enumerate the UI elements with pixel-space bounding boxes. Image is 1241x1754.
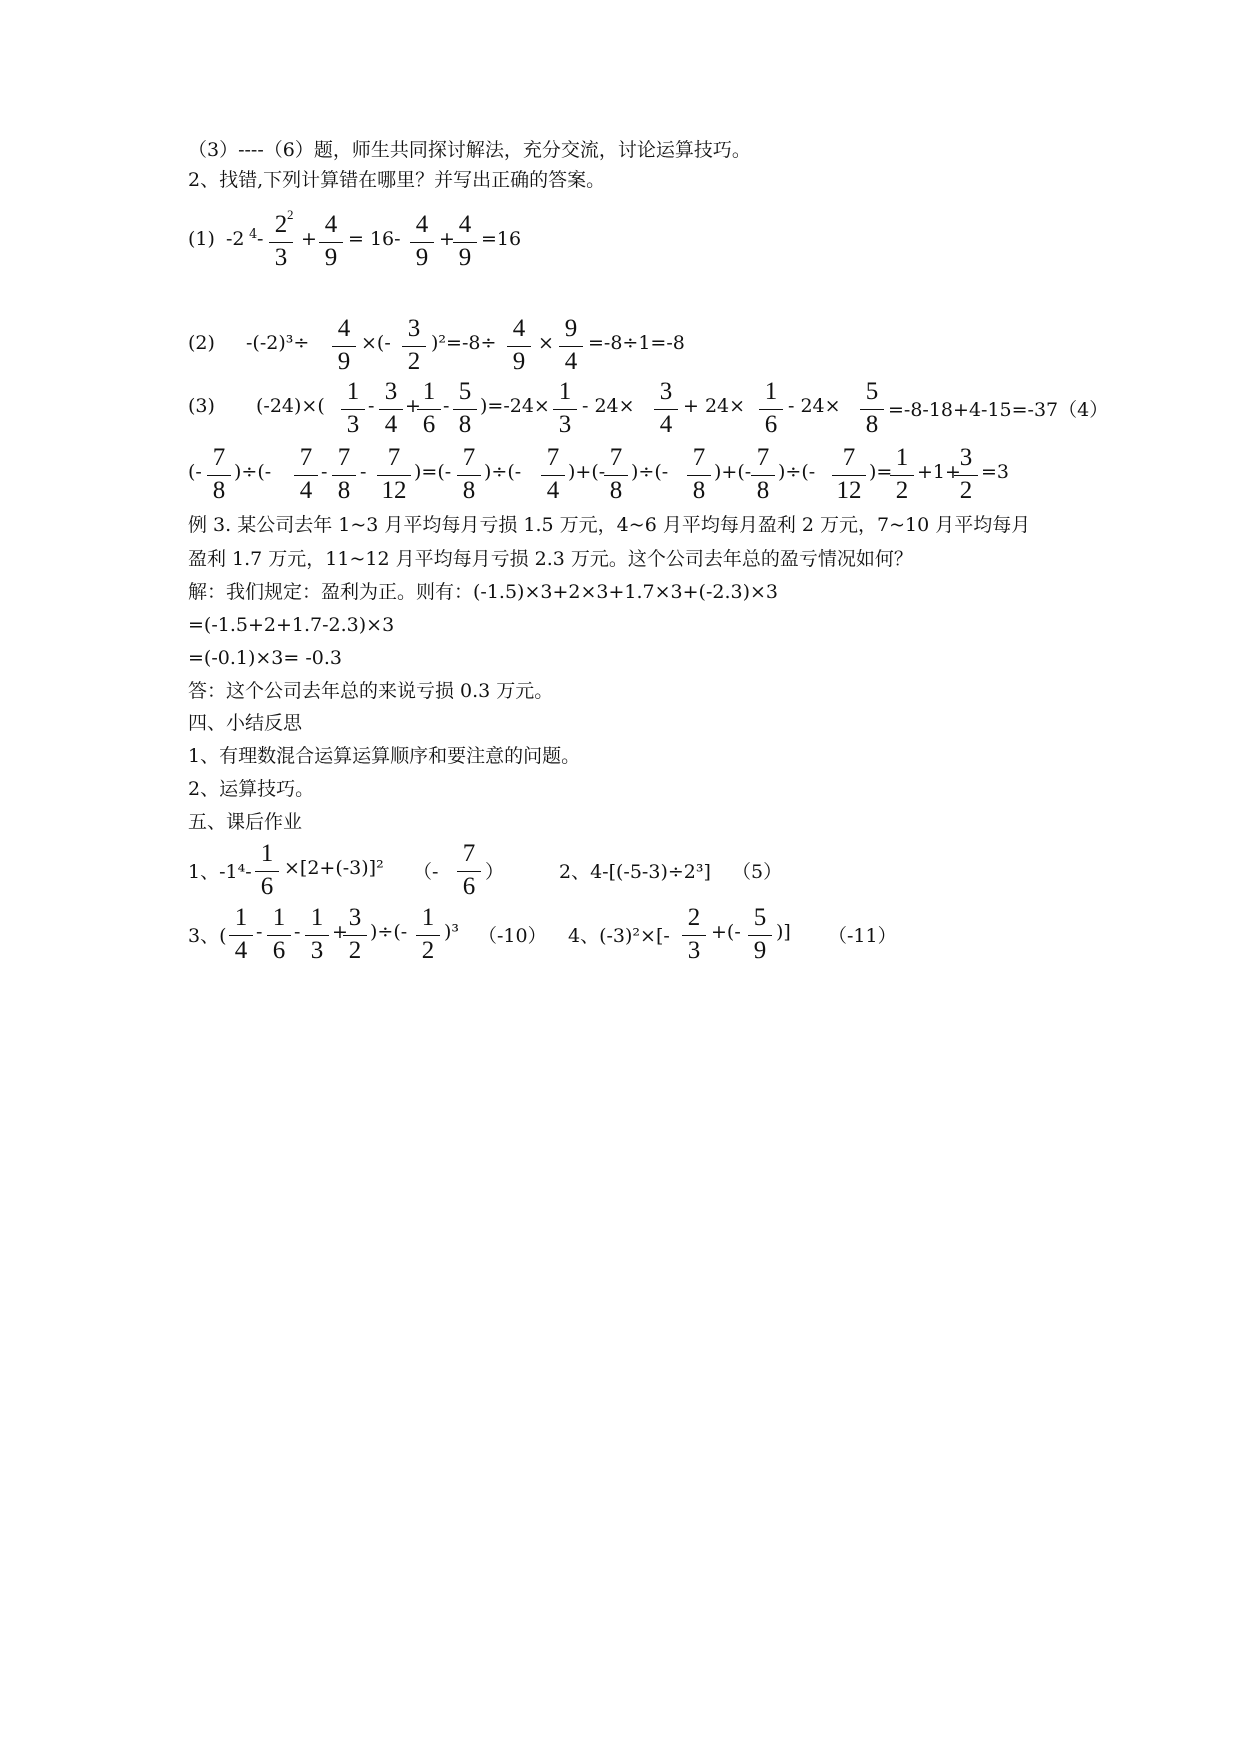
eq-text: )÷(- xyxy=(370,921,408,943)
eq-text: ×(- xyxy=(361,332,391,354)
eq-text: - xyxy=(256,921,263,943)
intro-line-2: 2、找错,下列计算错在哪里？并写出正确的答案。 xyxy=(188,169,606,191)
eq-text: + 24× xyxy=(683,395,746,417)
eq-text: ×[2+(-3)]² xyxy=(284,857,384,879)
summary-heading: 四、小结反思 xyxy=(188,712,303,734)
eq-text: + xyxy=(405,395,421,417)
eq-text: ） xyxy=(485,861,505,883)
eq-text: = 16- xyxy=(348,228,401,250)
eq-text: （- xyxy=(413,861,439,883)
eq-text: - xyxy=(443,395,450,417)
eq-text: )÷(- xyxy=(484,461,522,483)
eq-text: + xyxy=(301,228,317,250)
eq-text: +1+ xyxy=(917,461,961,483)
example-line-5: =(-0.1)×3= -0.3 xyxy=(188,647,342,669)
summary-item-2: 2、运算技巧。 xyxy=(188,778,315,800)
example-line-3: 解：我们规定：盈利为正。则有：(-1.5)×3+2×3+1.7×3+(-2.3)×3 xyxy=(188,581,779,603)
eq-text: - 24× xyxy=(788,395,841,417)
eq-text: )³ xyxy=(444,921,460,943)
eq-text: +(- xyxy=(711,921,741,943)
example-line-2: 盈利 1.7 万元，11~12 月平均每月亏损 2.3 万元。这个公司去年总的盈亏情况如何？ xyxy=(188,548,913,570)
eq-answer: （-11） xyxy=(828,925,897,947)
eq-text: )+(- xyxy=(568,461,606,483)
homework-heading: 五、课后作业 xyxy=(188,811,303,833)
eq-text: )= xyxy=(869,461,893,483)
eq-text: 3、( xyxy=(188,925,227,947)
eq-text: )=-24× xyxy=(480,395,550,417)
eq-text: )÷(- xyxy=(778,461,816,483)
eq-text: - xyxy=(257,228,264,250)
eq-label: (1) xyxy=(188,228,215,250)
intro-line-1: （3）----（6）题，师生共同探讨解法，充分交流，讨论运算技巧。 xyxy=(188,139,751,161)
eq-text: =-8÷1=-8 xyxy=(588,332,685,354)
eq-text: -2 xyxy=(226,228,245,250)
eq-text: =-8-18+4-15=-37（4） xyxy=(888,399,1109,421)
eq-text: × xyxy=(538,332,554,354)
eq-text: (-24)×( xyxy=(256,395,325,417)
eq-text: - xyxy=(294,921,301,943)
eq-text: )÷(- xyxy=(631,461,669,483)
eq-text: =3 xyxy=(981,461,1010,483)
eq-text: - xyxy=(368,395,375,417)
document-page: （3）----（6）题，师生共同探讨解法，充分交流，讨论运算技巧。 2、找错,下列计算错在哪里？并写出正确的答案。 (1) -2 4 - 2 2 3 + 4 9 = 16- 4 9 + 4 9 =16 (2) -(-2)³÷ 4 9 ×(- 3 2 )²=-8÷ 4 9 × 9 4 =-8÷1=-8 (3) (-24)×( 1 3 - 3 4 + 1 6 - 5 8 )=-24× 1 3 - 24× 3 4 + 24× 1 6 - 24× 5 8 =-8-18+4-15=-37（4） (- 7 8 )÷(- 7 4 - 7 8 - 7 12 )=(- 7 8 )÷(- 7 4 )+(- 7 8 )÷(- 7 8 )+(- 7 8 )÷(- 7 12 )= 1 2 +1+ 3 2 =3 例 3. 某公司去年 1~3 月平均每月亏损 1.5 万元，4~6 月平均每月盈利 2 万元，7~10 月平均每月 盈利 1.7 万元，11~12 月平均每月亏损 2.3 万元。这个公司去年总的盈亏情况如何？ 解：我们规定：盈利为正。则有：(-1.5)×3+2×3+1.7×3+(-2.3)×3 =(-1.5+2+1.7-2.3)×3 =(-0.1)×3= -0.3 答：这个公司去年总的来说亏损 0.3 万元。 四、小结反思 1、有理数混合运算运算顺序和要注意的问题。 2、运算技巧。 五、课后作业 1、-1⁴- 1 6 ×[2+(-3)]² （- 7 6 ） 2、4-[(-5-3)÷2³] （5） 3、( 1 4 - 1 6 - 1 3 + 3 2 )÷(- 1 2 )³ （-10） 4、(-3)²×[- 2 3 +(- 5 9 )] （-11） xyxy=(188,139,1109,964)
example-line-4: =(-1.5+2+1.7-2.3)×3 xyxy=(188,614,395,636)
eq-text: + xyxy=(332,921,348,943)
summary-item-1: 1、有理数混合运算运算顺序和要注意的问题。 xyxy=(188,745,581,767)
eq-text: 1、-1⁴- xyxy=(188,861,252,883)
eq-text: )÷(- xyxy=(234,461,272,483)
eq-text: 2、4-[(-5-3)÷2³] xyxy=(559,861,711,883)
eq-text: )²=-8÷ xyxy=(431,332,497,354)
eq-label: (2) xyxy=(188,332,215,354)
eq-text: )=(- xyxy=(414,461,452,483)
example-line-1: 例 3. 某公司去年 1~3 月平均每月亏损 1.5 万元，4~6 月平均每月盈利 2 万元，7~10 月平均每月 xyxy=(188,514,1031,536)
eq-answer: （5） xyxy=(732,861,783,883)
exponent: 2 xyxy=(287,207,294,222)
example-line-6: 答：这个公司去年总的来说亏损 0.3 万元。 xyxy=(188,680,554,702)
eq-answer: （-10） xyxy=(478,925,547,947)
eq-text: + xyxy=(439,228,455,250)
eq-text: )+(- xyxy=(714,461,752,483)
exponent: 4 xyxy=(249,227,258,242)
eq-label: (3) xyxy=(188,395,215,417)
eq-text: (- xyxy=(188,461,202,483)
eq-text: 4、(-3)²×[- xyxy=(568,925,670,947)
eq-text: -(-2)³÷ xyxy=(246,332,310,354)
eq-text: )] xyxy=(776,921,791,943)
eq-text: - 24× xyxy=(582,395,635,417)
eq-text: - xyxy=(321,461,328,483)
eq-text: =16 xyxy=(481,228,522,250)
eq-text: - xyxy=(360,461,367,483)
